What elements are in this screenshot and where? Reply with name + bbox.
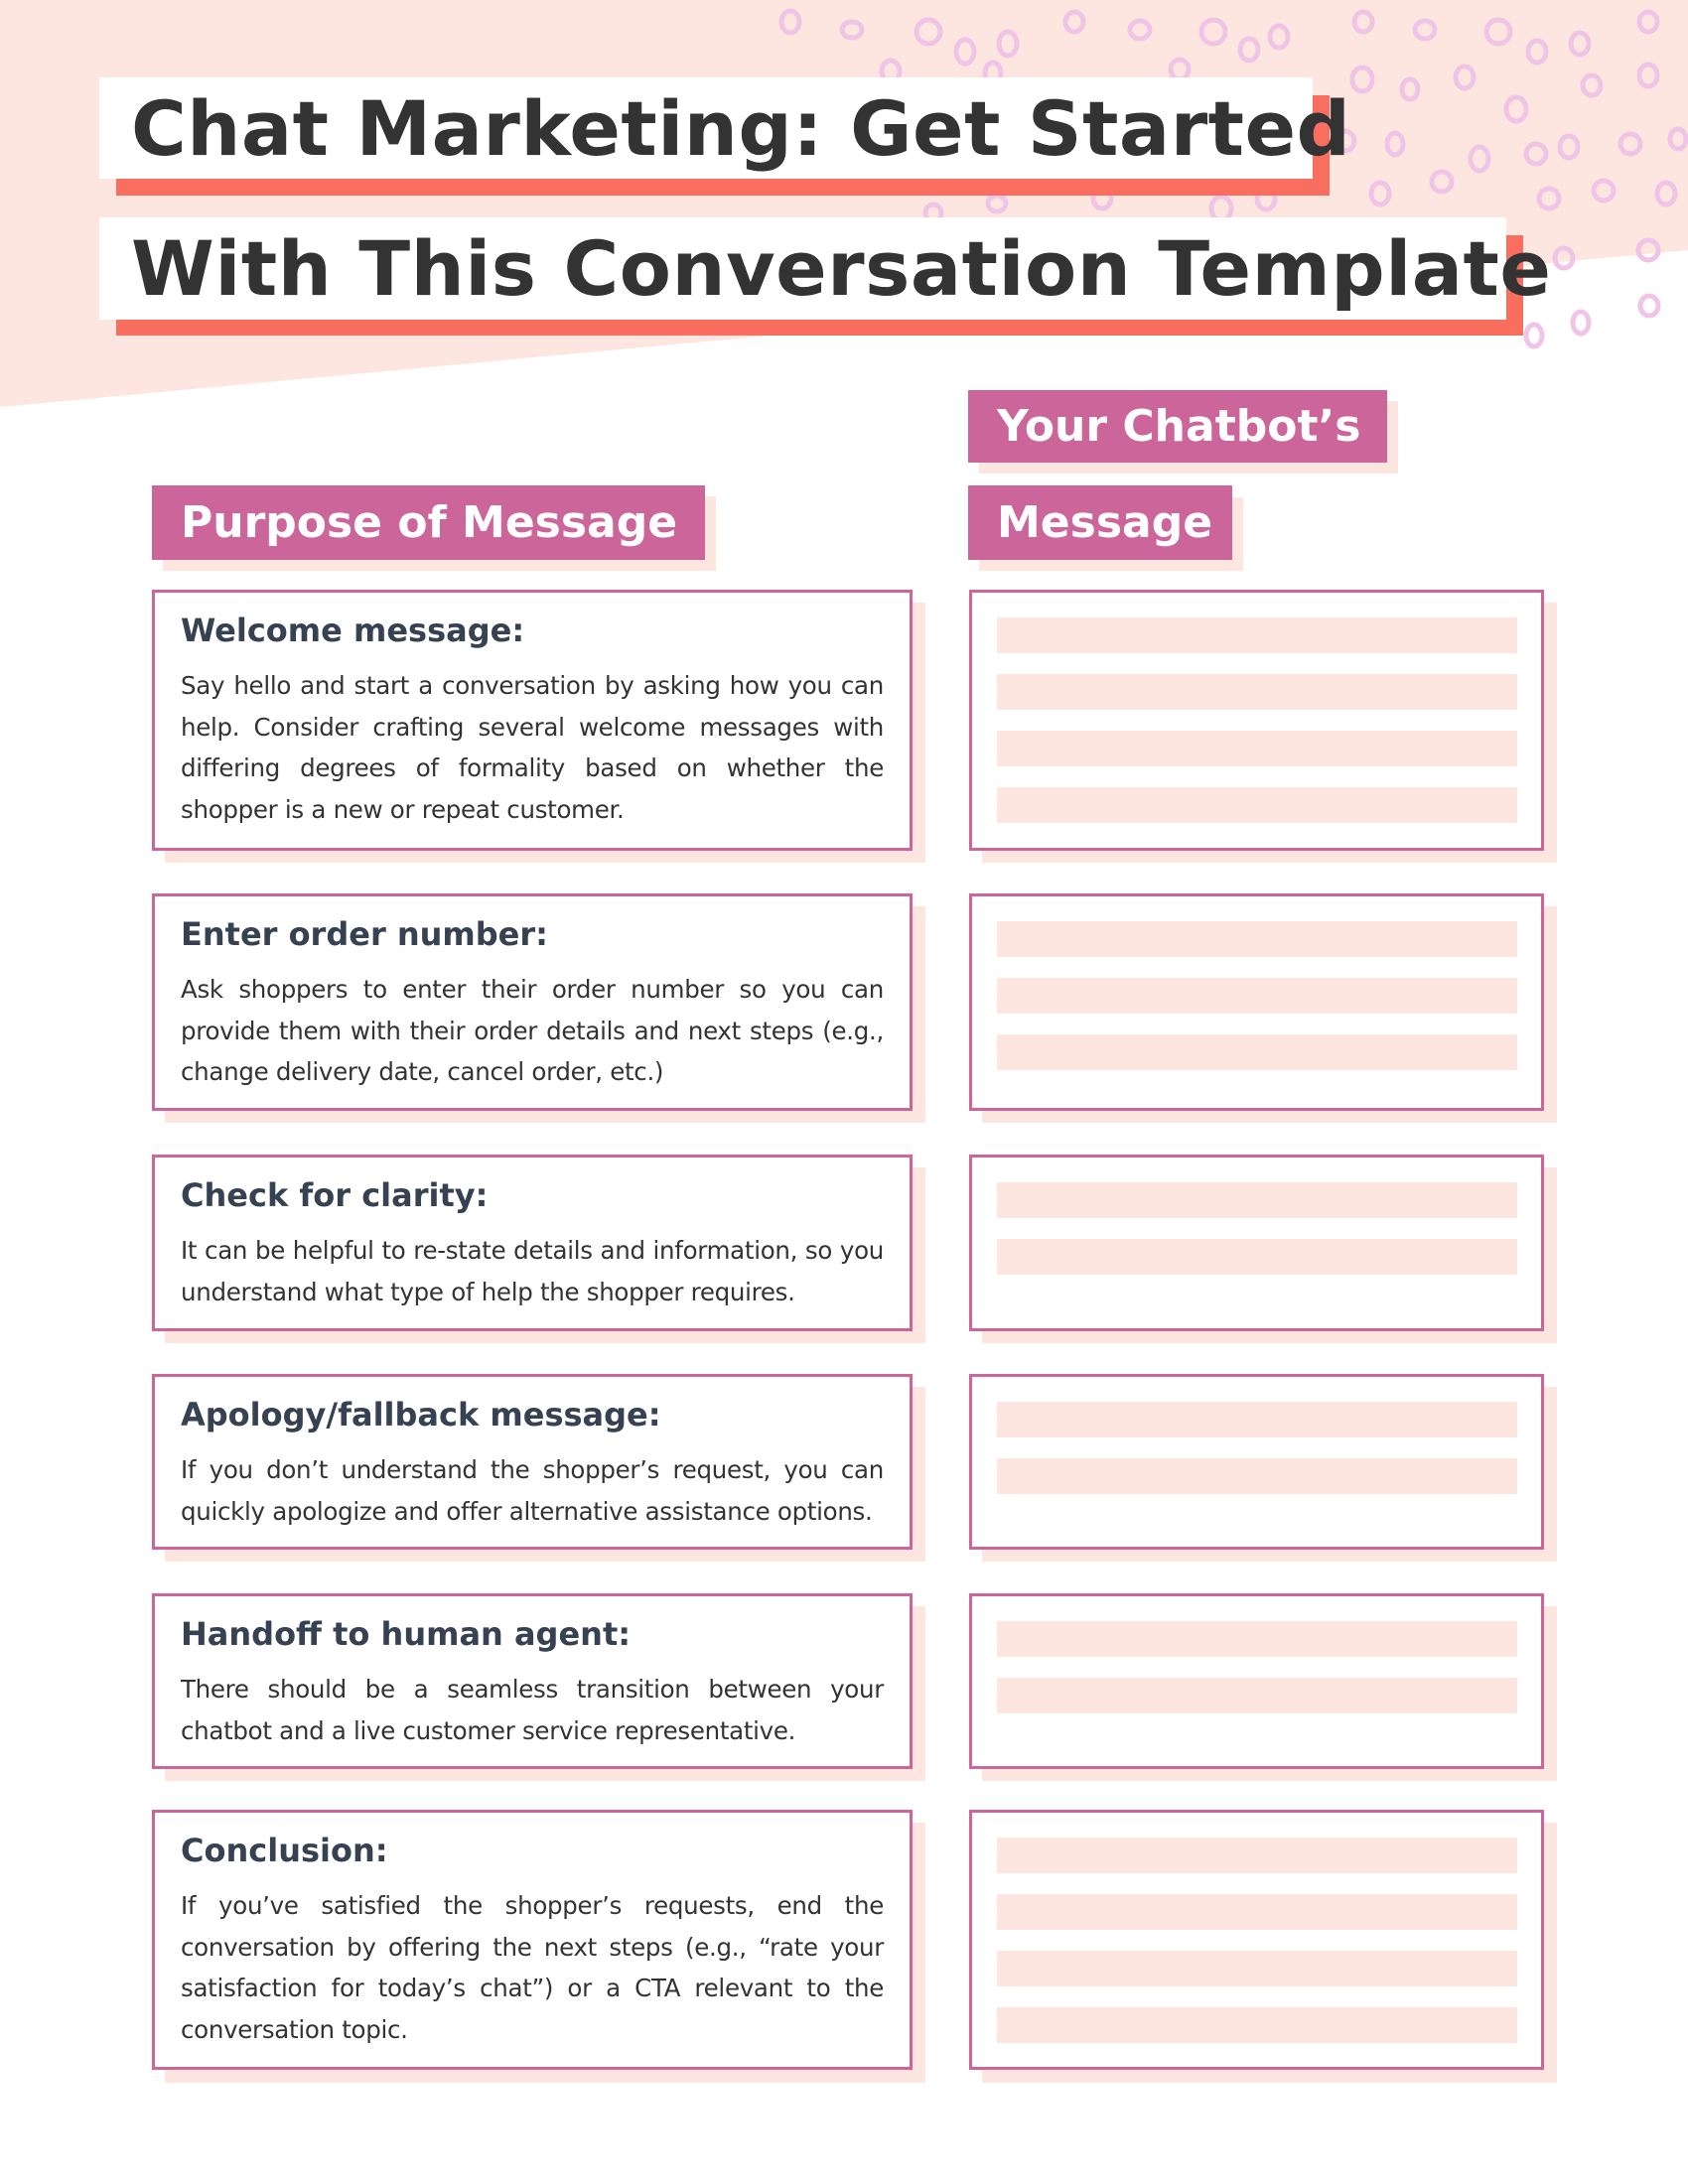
your-chatbots-header: Your Chatbot’s xyxy=(968,390,1387,463)
purpose-title: Apology/fallback message: xyxy=(181,1396,661,1433)
purpose-title: Conclusion: xyxy=(181,1832,388,1869)
blank-line[interactable] xyxy=(997,674,1517,710)
purpose-description: Say hello and start a conversation by asking how you can help. Consider crafting several welcome messages with differing degrees of formality based on whether the shopper is a new or repeat customer. xyxy=(181,671,884,824)
chatbot-message-input-area[interactable] xyxy=(969,1155,1544,1331)
blank-line[interactable] xyxy=(997,787,1517,823)
blank-line[interactable] xyxy=(997,978,1517,1014)
purpose-card xyxy=(152,1593,913,1769)
chatbot-message-input-area[interactable] xyxy=(969,1810,1544,2070)
blank-line[interactable] xyxy=(997,921,1517,957)
chatbot-message-input-area[interactable] xyxy=(969,1593,1544,1769)
purpose-description: Ask shoppers to enter their order number so you can provide them with their order details and next steps (e.g., change delivery date, cancel order, etc.) xyxy=(181,975,884,1086)
blank-line[interactable] xyxy=(997,1838,1517,1873)
blank-line[interactable] xyxy=(997,1678,1517,1713)
blank-line[interactable] xyxy=(997,1239,1517,1275)
purpose-of-message-header: Purpose of Message xyxy=(152,485,705,560)
message-header: Message xyxy=(968,485,1232,560)
purpose-description: It can be helpful to re-state details and information, so you understand what type of help the shopper requires. xyxy=(181,1236,884,1306)
blank-line[interactable] xyxy=(997,1402,1517,1437)
purpose-title: Check for clarity: xyxy=(181,1176,489,1214)
blank-line[interactable] xyxy=(997,1182,1517,1218)
blank-line[interactable] xyxy=(997,2007,1517,2043)
blank-line[interactable] xyxy=(997,1894,1517,1930)
blank-line[interactable] xyxy=(997,1034,1517,1070)
chatbot-message-input-area[interactable] xyxy=(969,590,1544,851)
blank-line[interactable] xyxy=(997,731,1517,766)
purpose-card xyxy=(152,1810,913,2070)
purpose-description: If you don’t understand the shopper’s request, you can quickly apologize and offer alternative assistance options. xyxy=(181,1455,884,1526)
blank-line[interactable] xyxy=(997,1621,1517,1657)
title-line-1: Chat Marketing: Get Started xyxy=(99,77,1313,179)
blank-line[interactable] xyxy=(997,1458,1517,1494)
blank-line[interactable] xyxy=(997,1951,1517,1986)
purpose-card xyxy=(152,1374,913,1550)
purpose-title: Handoff to human agent: xyxy=(181,1615,632,1653)
purpose-description: If you’ve satisfied the shopper’s requests, end the conversation by offering the next steps (e.g., “rate your satisfaction for today’s chat”) or a CTA relevant to the conversation topic. xyxy=(181,1891,884,2044)
chatbot-message-input-area[interactable] xyxy=(969,1374,1544,1550)
purpose-card xyxy=(152,893,913,1111)
purpose-title: Enter order number: xyxy=(181,915,548,953)
blank-line[interactable] xyxy=(997,617,1517,653)
purpose-card xyxy=(152,1155,913,1331)
purpose-card xyxy=(152,590,913,851)
purpose-title: Welcome message: xyxy=(181,612,525,649)
title-line-2: With This Conversation Template xyxy=(99,217,1506,320)
purpose-description: There should be a seamless transition between your chatbot and a live customer service representative. xyxy=(181,1675,884,1745)
chatbot-message-input-area[interactable] xyxy=(969,893,1544,1111)
